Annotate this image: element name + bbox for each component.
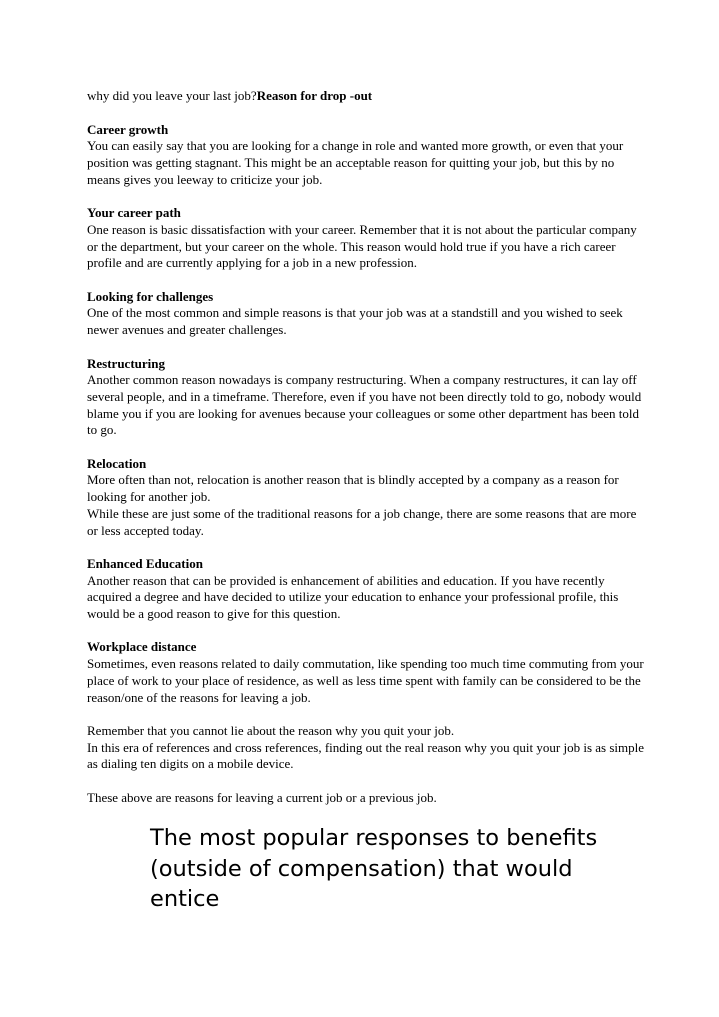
intro-line	[87, 88, 647, 105]
section-career-path	[87, 205, 647, 272]
section-restructuring	[87, 356, 647, 440]
section-paragraph: More often than not, relocation is another reason that is blindly accepted by a company as a reason for looking for another job.	[87, 472, 619, 505]
section-title: Looking for challenges	[87, 288, 214, 304]
footer-heading: The most popular responses to benefits (outside of compensation) that would entice	[150, 825, 598, 912]
section-title: Enhanced Education	[87, 555, 203, 571]
section-enhanced-education	[87, 556, 647, 623]
section-title: Workplace distance	[87, 639, 197, 655]
section-career-growth	[87, 122, 647, 189]
section-paragraph: Sometimes, even reasons related to daily commutation, like spending too much time commuting from your place of work to your place of residence, as well as less time spent with family can be considered to be the reason/one of the reasons for leaving a job.	[87, 656, 644, 705]
section-paragraph: One reason is basic dissatisfaction with your career. Remember that it is not about the particular company or the department, but your career on the whole. This reason would hold true if you have a rich career profile and are currently applying for a job in a new profession.	[87, 221, 637, 271]
remember-paragraph: In this era of references and cross references, finding out the real reason why you quit your job is as simple as dialing ten digits on a mobile device.	[87, 739, 645, 772]
section-title: Relocation	[87, 455, 147, 471]
section-paragraph: While these are just some of the traditional reasons for a job change, there are some reasons that are more or less accepted today.	[87, 505, 637, 538]
section-relocation	[87, 456, 647, 540]
section-title: Your career path	[87, 205, 181, 221]
intro-label: Reason for drop -out	[256, 88, 373, 103]
section-looking-for-challenges	[87, 289, 647, 339]
section-paragraph: Another common reason nowadays is company restructuring. When a company restructures, it can lay off several people, and in a timeframe. Therefore, even if you have not been directly told to go, nobody would blame you if you are looking for avenues because your colleagues or some other department has been told to go.	[87, 372, 642, 438]
section-paragraph: You can easily say that you are looking for a change in role and wanted more growth, or even that your position was getting stagnant. This might be an acceptable reason for quitting your job, but this by no means gives you leeway to criticize your job.	[87, 138, 624, 187]
section-paragraph: Another reason that can be provided is enhancement of abilities and education. If you have recently acquired a degree and have decided to utilize your education to enhance your professional profile, this would be a good reason to give for this question.	[87, 572, 619, 622]
section-title: Career growth	[87, 121, 169, 137]
document-body	[87, 88, 647, 823]
section-workplace-distance	[87, 639, 647, 706]
section-title: Restructuring	[87, 355, 165, 371]
closing-line: These above are reasons for leaving a current job or a previous job.	[87, 789, 437, 805]
section-paragraph: One of the most common and simple reasons is that your job was at a standstill and you wished to seek newer avenues and greater challenges.	[87, 305, 623, 338]
remember-paragraph: Remember that you cannot lie about the reason why you quit your job.	[87, 722, 455, 738]
intro-question: why did you leave your last job?	[87, 88, 257, 103]
remember-block	[87, 723, 647, 773]
